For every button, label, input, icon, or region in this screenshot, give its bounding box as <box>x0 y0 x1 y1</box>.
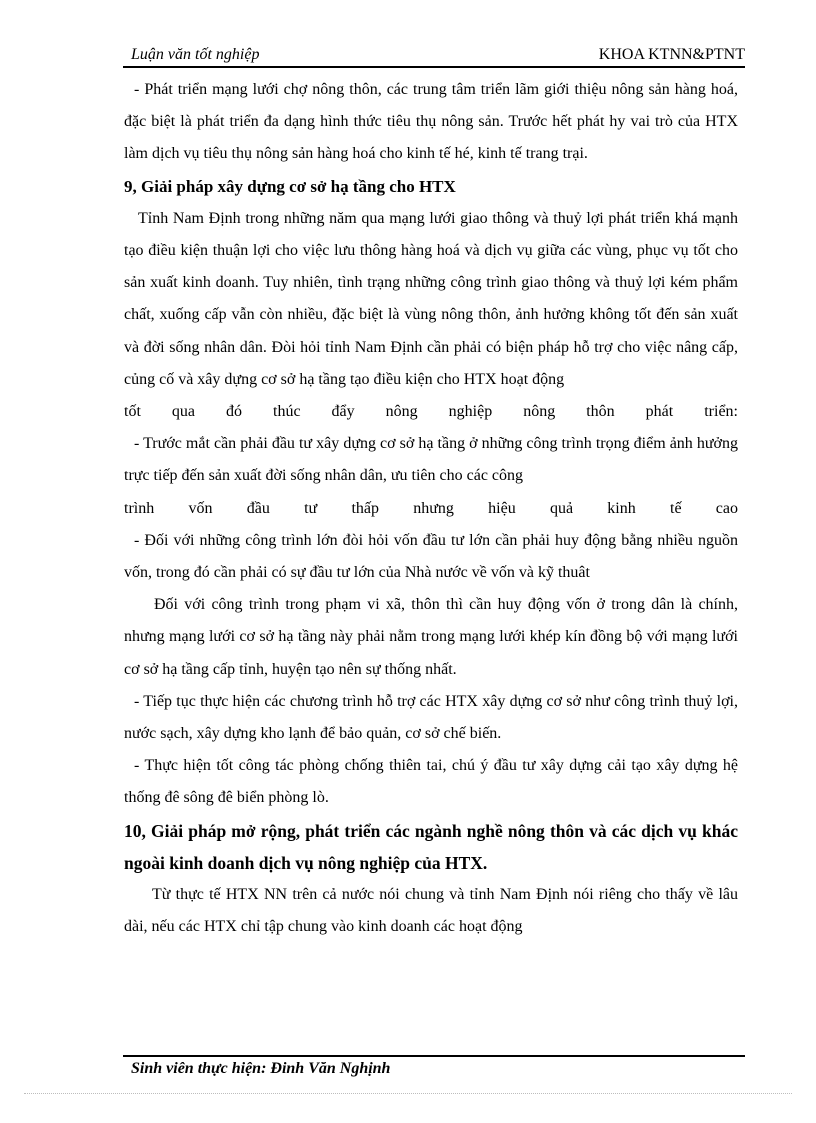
paragraph-disaster-prevention: - Thực hiện tốt công tác phòng chống thiên tai, chú ý đầu tư xây dựng cải tạo xây dựng hệ thống đê sông đê biển phòng lò. <box>124 757 738 807</box>
footer-rule <box>123 1055 745 1057</box>
document-body <box>124 74 738 943</box>
paragraph-key-works: - Trước mắt cần phải đầu tư xây dựng cơ sở hạ tầng ở những công trình trọng điểm ảnh hưởng trực tiếp đến sản xuất đời sống nhân dân, ưu tiên cho các công <box>124 435 738 485</box>
header-thesis-title: Luận văn tốt nghiệp <box>131 46 260 63</box>
paragraph-commune-works: Đối với công trình trong phạm vi xã, thôn thì cần huy động vốn ở trong dân là chính, nhưng mạng lưới cơ sở hạ tầng này phải nằm trong mạng lưới khép kín đồng bộ với mạng lưới cơ sở hạ tầng cấp tỉnh, huyện tạo nên sự thống nhất. <box>124 596 738 678</box>
paragraph-nam-dinh-infrastructure: Tỉnh Nam Định trong những năm qua mạng lưới giao thông và thuỷ lợi phát triển khá mạnh tạo điều kiện thuận lợi cho việc lưu thông hàng hoá và dịch vụ giữa các vùng, phục vụ tốt cho sản xuất kinh doanh. Tuy nhiên, tình trạng những công trình giao thông và thuỷ lợi kém phẩm chất, xuống cấp vẫn còn nhiều, đặc biệt là vùng nông thôn, ảnh hưởng không tốt đến sản xuất và đời sống nhân dân. Đòi hỏi tỉnh Nam Định cần phải có biện pháp hỗ trợ cho việc nâng cấp, củng cố và xây dựng cơ sở hạ tầng tạo điều kiện cho HTX hoạt động <box>124 209 738 388</box>
paragraph-support-programs: - Tiếp tục thực hiện các chương trình hỗ trợ các HTX xây dựng cơ sở như công trình thuỷ lợi, nước sạch, xây dựng kho lạnh để bảo quản, cơ sở chế biến. <box>124 692 738 743</box>
page-header <box>123 42 745 68</box>
paragraph-htx-reality: Từ thực tế HTX NN trên cả nước nói chung và tỉnh Nam Định nói riêng cho thấy về lâu dài, nếu các HTX chỉ tập chung vào kinh doanh các hoạt động <box>124 886 738 936</box>
footer-author: Sinh viên thực hiện: Đinh Văn Nghịnh <box>131 1060 391 1077</box>
heading-section-10: 10, Giải pháp mở rộng, phát triển các ngành nghề nông thôn và các dịch vụ khác ngoài kinh doanh dịch vụ nông nghiệp của HTX. <box>124 820 738 873</box>
heading-section-9: 9, Giải pháp xây dựng cơ sở hạ tầng cho HTX <box>124 176 456 196</box>
paragraph-market-network: - Phát triển mạng lưới chợ nông thôn, các trung tâm triển lãm giới thiệu nông sản hàng hoá, đặc biệt là phát triển đa dạng hình thức tiêu thụ nông sản. Trước hết phát hy vai trò của HTX làm dịch vụ tiêu thụ nông sản hàng hoá cho kinh tế hé, kinh tế trang trại. <box>124 81 738 163</box>
paragraph-key-works-end: trình vốn đầu tư thấp nhưng hiệu quả kinh tế cao <box>124 499 738 517</box>
paragraph-nam-dinh-infrastructure-end: tốt qua đó thúc đẩy nông nghiệp nông thôn phát triển: <box>124 403 738 421</box>
paragraph-large-works: - Đối với những công trình lớn đòi hỏi vốn đầu tư lớn cần phải huy động bằng nhiều nguồn vốn, trong đó cần phải có sự đầu tư lớn của Nhà nước về vốn và kỹ thuât <box>124 531 738 582</box>
header-faculty: KHOA KTNN&PTNT <box>598 46 745 63</box>
page-bottom-dotted-line <box>24 1093 792 1094</box>
